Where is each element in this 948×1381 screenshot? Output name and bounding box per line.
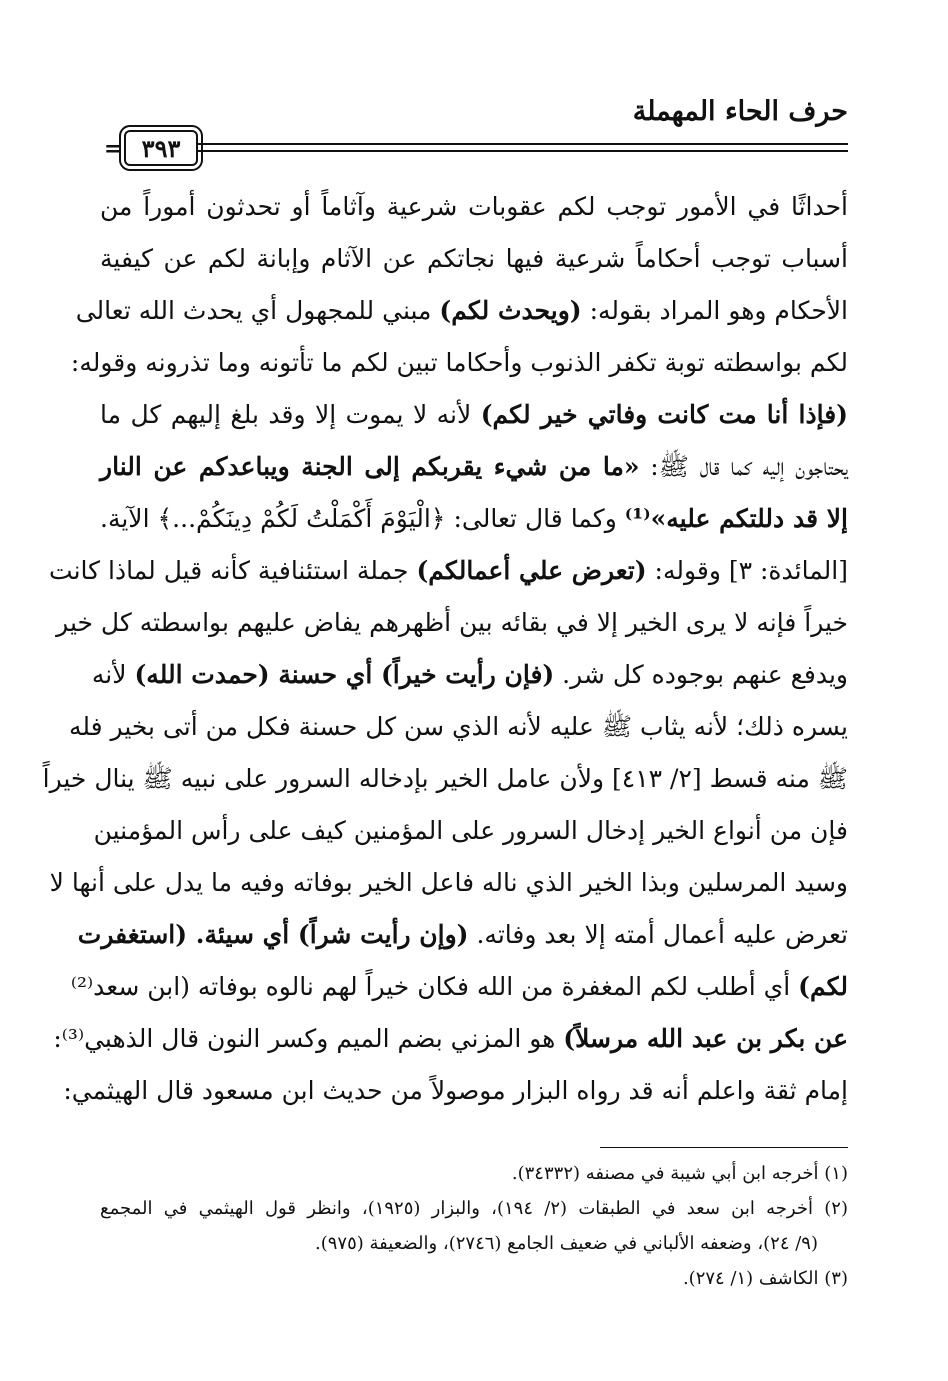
text-line: يحتاجون إليه كما قال ﷺ: «ما من شيء يقربكم إلى الجنة ويباعدكم عن النار: [100, 452, 849, 481]
header-double-rule: [198, 143, 848, 152]
text-line: إلا قد دللتكم عليه»⁽¹⁾ وكما قال تعالى: ﴿الْيَوْمَ أَكْمَلْتُ لَكُمْ دِينَكُمْ...﴾ الآية.: [100, 504, 848, 533]
footnote-item: (١) أخرجه ابن أبي شيبة في مصنفه (٣٤٣٣٢).: [511, 1163, 848, 1184]
footnotes: [100, 1156, 848, 1296]
footnote-item: (٣) الكاشف (١/ ٢٧٤).: [682, 1268, 848, 1289]
text-line: يسره ذلك؛ لأنه يثاب ﷺ عليه لأنه الذي سن كل حسنة فكل من أتى بخير فله: [68, 712, 848, 741]
text-line: ﷺ منه قسط [٢/ ٤١٣] ولأن عامل الخير بإدخاله السرور على نبيه ﷺ ينال خيراً: [42, 764, 848, 793]
footnote-item: (٢) أخرجه ابن سعد في الطبقات (٢/ ١٩٤)، والبزار (١٩٢٥)، وانظر قول الهيثمي في المجمع: [100, 1198, 848, 1219]
text-line: تعرض عليه أعمال أمته إلا بعد وفاته. (وإن رأيت شراً) أي سيئة. (استغفرت: [77, 920, 848, 949]
text-line: عن بكر بن عبد الله مرسلاً) هو المزني بضم الميم وكسر النون قال الذهبي⁽³⁾:: [53, 1024, 848, 1053]
footnote-separator: [600, 1147, 848, 1148]
footnote-item-continuation: (٩/ ٢٤)، وضعفه الألباني في ضعيف الجامع (٢٧٤٦)، والضعيفة (٩٧٥).: [315, 1233, 818, 1254]
text-line: فإن من أنواع الخير إدخال السرور على المؤمنين كيف على رأس المؤمنين: [93, 816, 848, 845]
text-line: إمام ثقة واعلم أنه قد رواه البزار موصولاً من حديث ابن مسعود قال الهيثمي:: [63, 1076, 848, 1105]
text-line: لكم بواسطته توبة تكفر الذنوب وأحكاما تبين لكم ما تأتونه وما تذرونه وقوله:: [70, 348, 848, 377]
text-line: أحداثًا في الأمور توجب لكم عقوبات شرعية وآثاماً أو تحدثون أموراً من: [100, 192, 848, 221]
text-line: لكم) أي أطلب لكم المغفرة من الله فكان خيراً لهم نالوه بوفاته (ابن سعد⁽²⁾: [70, 972, 848, 1001]
edge-mark: =: [104, 136, 123, 162]
text-line: ويدفع عنهم بوجوده كل شر. (فإن رأيت خيراً) أي حسنة (حمدت الله) لأنه: [91, 660, 848, 689]
text-line: أسباب توجب أحكاماً شرعية فيها نجاتكم عن الآثام وإبانة لكم عن كيفية: [100, 244, 848, 273]
text-line: خيراً فإنه لا يرى الخير إلا في بقائه بين أظهرهم يفاض عليهم بواسطته كل خير: [56, 608, 848, 637]
main-text: [42, 181, 849, 1117]
text-line: الأحكام وهو المراد بقوله: (ويحدث لكم) مبني للمجهول أي يحدث الله تعالى: [75, 296, 848, 325]
text-line: وسيد المرسلين وبذا الخير الذي ناله فاعل الخير بوفاته وفيه ما يدل على أنها لا: [49, 868, 848, 897]
page-number: ٣٩٣: [124, 130, 198, 166]
running-title: حرف الحاء المهملة: [632, 96, 848, 127]
text-line: [المائدة: ٣] وقوله: (تعرض علي أعمالكم) جملة استئنافية كأنه قيل لماذا كانت: [49, 556, 848, 585]
text-line: (فإذا أنا مت كانت وفاتي خير لكم) لأنه لا يموت إلا وقد بلغ إليهم كل ما: [100, 400, 848, 429]
